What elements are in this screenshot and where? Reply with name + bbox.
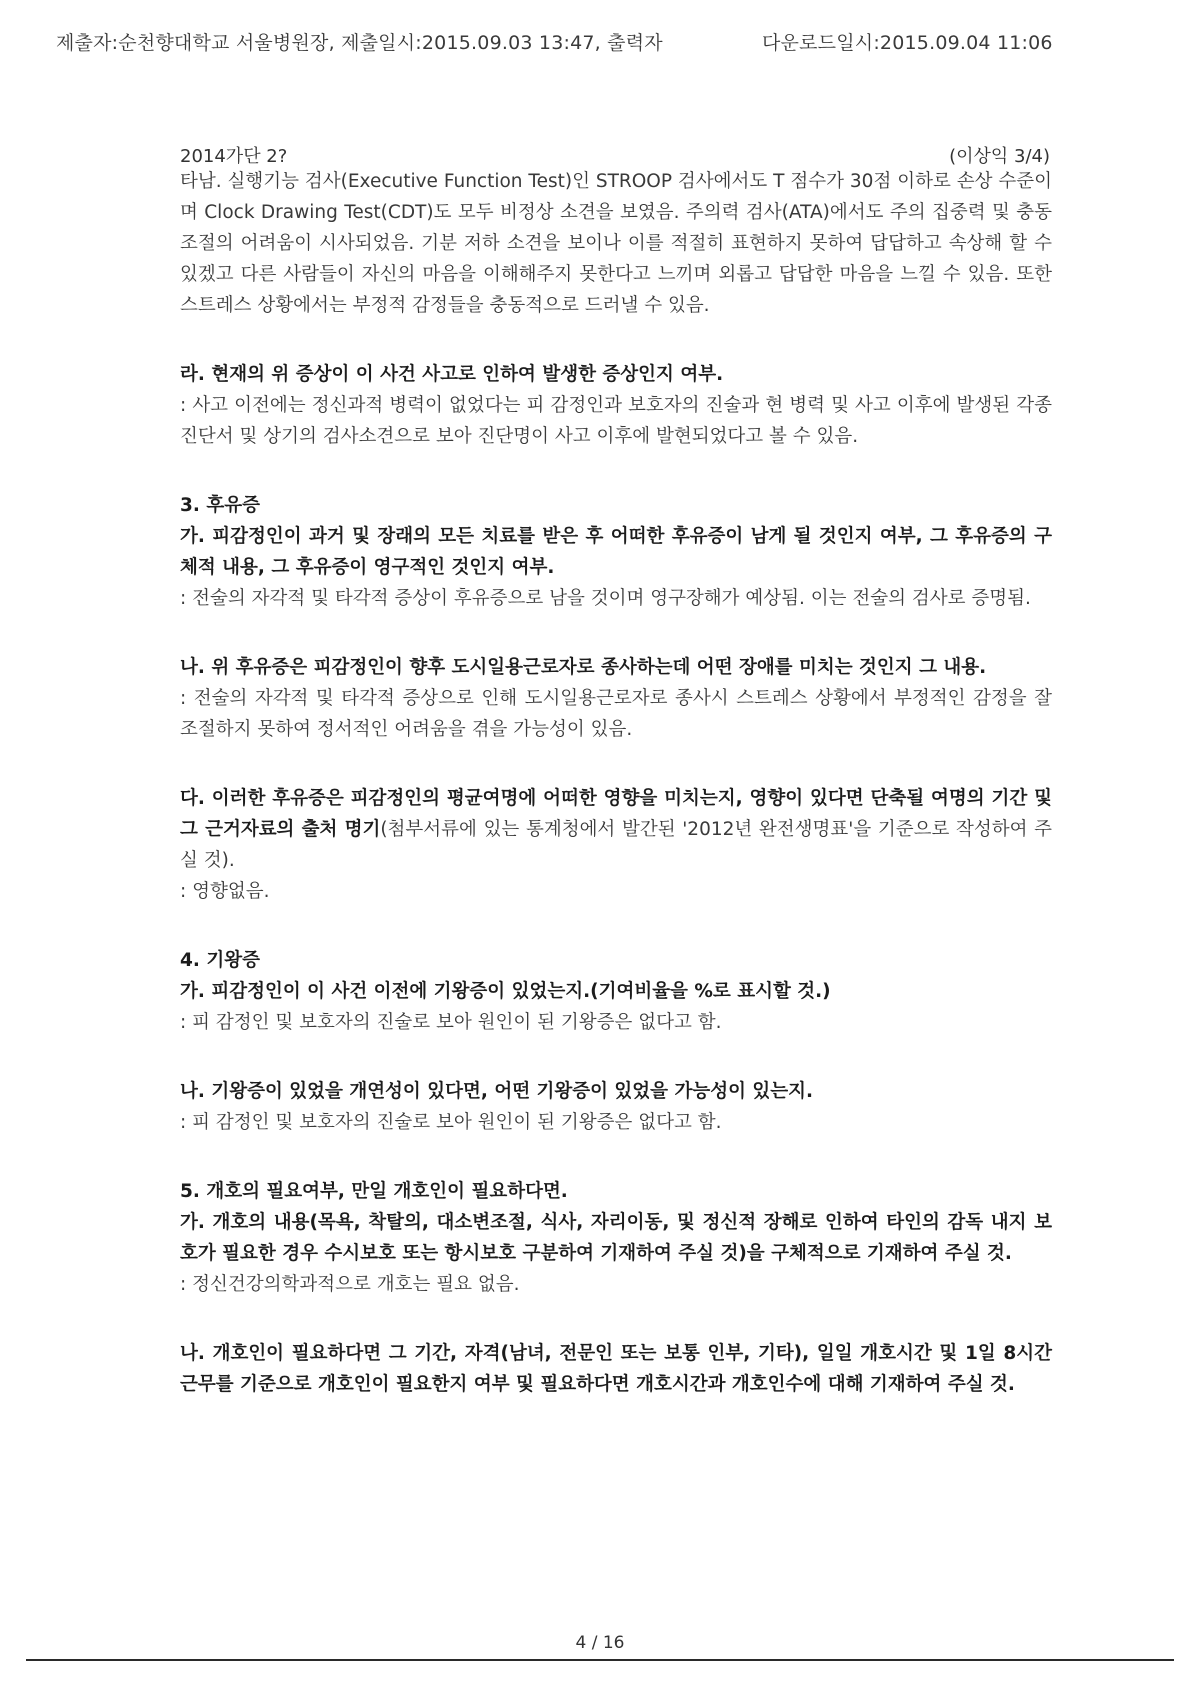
section-3-da-answer: : 영향없음. — [180, 881, 270, 902]
section-5-title: 5. 개호의 필요여부, 만일 개호인이 필요하다면. — [180, 1181, 568, 1202]
section-3-title: 3. 후유증 — [180, 495, 260, 516]
section-3-na-answer: : 전술의 자각적 및 타각적 증상으로 인해 도시일용근로자로 종사시 스트레스 상황에서 부정적인 감정을 잘 조절하지 못하여 정서적인 어려움을 겪을 가능성이 있음. — [180, 688, 1052, 740]
submission-info: 제출자:순천향대학교 서울병원장, 제출일시:2015.09.03 13:47, 출력자 — [56, 32, 663, 54]
section-3-da-question-note: (첨부서류에 있는 통계청에서 발간된 '2012년 완전생명표'을 기준으로 작성하여 주실 것). — [180, 819, 1052, 871]
download-timestamp: 다운로드일시:2015.09.04 11:06 — [762, 32, 1053, 54]
document-body — [180, 166, 1052, 1400]
section-3-da-question — [180, 783, 1052, 876]
case-page-reference: (이상익 3/4) — [949, 146, 1050, 167]
section-3-ga-question: 가. 피감정인이 과거 및 장래의 모든 치료를 받은 후 어떠한 후유증이 남게 될 것인지 여부, 그 후유증의 구체적 내용, 그 후유증이 영구적인 것인지 여부. — [180, 526, 1052, 578]
page-number: 4 / 16 — [575, 1633, 625, 1653]
section-4-ga-question: 가. 피감정인이 이 사건 이전에 기왕증이 있었는지.(기여비율을 %로 표시할 것.) — [180, 981, 831, 1002]
section-5-ga-question: 가. 개호의 내용(목욕, 착탈의, 대소변조절, 식사, 자리이동, 및 정신적 장해로 인하여 타인의 감독 내지 보호가 필요한 경우 수시보호 또는 항시보호 구분하여 기재하여 주실 것)을 구체적으로 기재하여 주실 것. — [180, 1212, 1052, 1264]
section-ra-answer: : 사고 이전에는 정신과적 병력이 없었다는 피 감정인과 보호자의 진술과 현 병력 및 사고 이후에 발생된 각종 진단서 및 상기의 검사소견으로 보아 진단명이 사고 이후에 발현되었다고 볼 수 있음. — [180, 395, 1052, 447]
section-4-title: 4. 기왕증 — [180, 950, 260, 971]
section-5-ga-answer: : 정신건강의학과적으로 개호는 필요 없음. — [180, 1274, 520, 1295]
case-number: 2014가단 2? — [180, 146, 288, 167]
section-ra-question: 라. 현재의 위 증상이 이 사건 사고로 인하여 발생한 증상인지 여부. — [180, 364, 724, 385]
section-5-na-question: 나. 개호인이 필요하다면 그 기간, 자격(남녀, 전문인 또는 보통 인부, 기타), 일일 개호시간 및 1일 8시간 근무를 기준으로 개호인이 필요한지 여부 및 필요하다면 개호시간과 개호인수에 대해 기재하여 주실 것. — [180, 1343, 1052, 1395]
section-4-na-question: 나. 기왕증이 있었을 개연성이 있다면, 어떤 기왕증이 있었을 가능성이 있는지. — [180, 1081, 814, 1102]
footer-divider — [26, 1659, 1174, 1661]
section-4-ga-answer: : 피 감정인 및 보호자의 진술로 보아 원인이 된 기왕증은 없다고 함. — [180, 1012, 722, 1033]
section-3-na-question: 나. 위 후유증은 피감정인이 향후 도시일용근로자로 종사하는데 어떤 장애를 미치는 것인지 그 내용. — [180, 657, 987, 678]
section-3-da-question-bold: 다. 이러한 후유증은 피감정인의 평균여명에 어떠한 영향을 미치는지, 영향이 있다면 단축될 여명의 기간 및 그 근거자료의 출처 명기 — [180, 788, 1052, 840]
section-3-ga-answer: : 전술의 자각적 및 타각적 증상이 후유증으로 남을 것이며 영구장해가 예상됨. 이는 전술의 검사로 증명됨. — [180, 588, 1031, 609]
intro-paragraph: 타남. 실행기능 검사(Executive Function Test)인 STROOP 검사에서도 T 점수가 30점 이하로 손상 수준이며 Clock Drawing Test(CDT)도 모두 비정상 소견을 보였음. 주의력 검사(ATA)에서도 주의 집중력 및 충동 조절의 어려움이 시사되었음. 기분 저하 소견을 보이나 이를 적절히 표현하지 못하여 답답하고 속상해 할 수 있겠고 다른 사람들이 자신의 마음을 이해해주지 못한다고 느끼며 외롭고 답답한 마음을 느낄 수 있음. 또한 스트레스 상황에서는 부정적 감정들을 충동적으로 드러낼 수 있음. — [180, 171, 1053, 316]
section-4-na-answer: : 피 감정인 및 보호자의 진술로 보아 원인이 된 기왕증은 없다고 함. — [180, 1112, 722, 1133]
